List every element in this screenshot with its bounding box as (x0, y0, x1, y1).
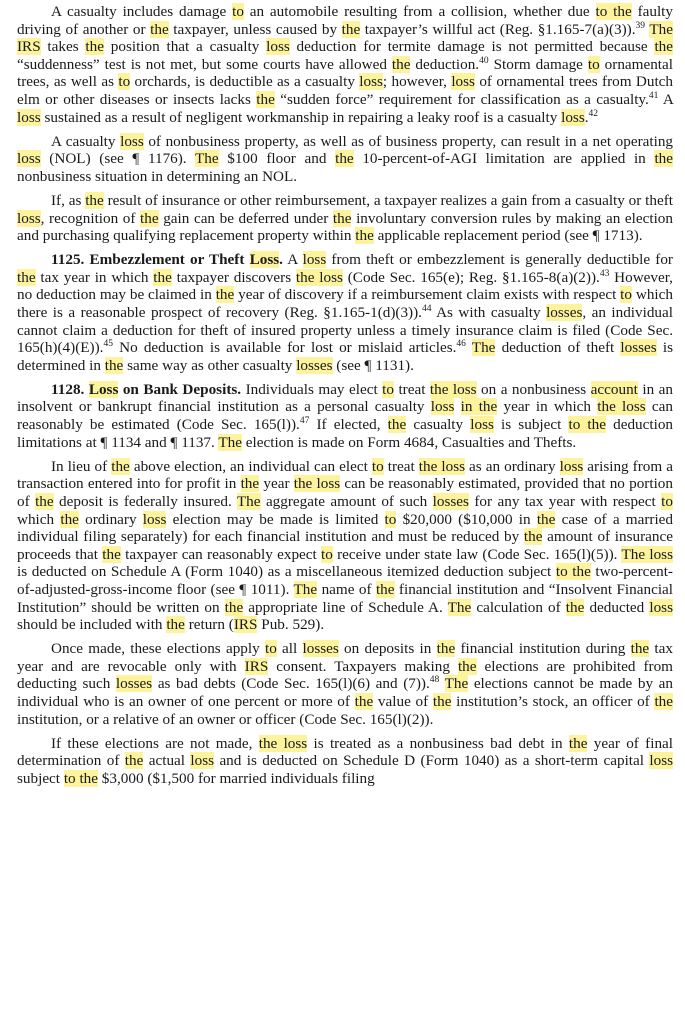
highlighted-text: to (382, 380, 394, 398)
text-run: as an ordinary (465, 457, 560, 475)
text-run: treat (383, 457, 419, 475)
text-run: takes (40, 38, 86, 56)
text-run: year of discovery if a reimbursement claim exists with respect (234, 286, 621, 304)
text-run: on a nonbusiness (476, 380, 591, 398)
text-run: deduction limitations at ¶ 1134 and ¶ 1137. (17, 416, 674, 451)
text-run: value of (373, 692, 433, 710)
footnote-ref: 45 (103, 339, 113, 350)
text-run: (NOL) (see ¶ 1176). (40, 150, 195, 168)
paragraph-involuntary-conversion (17, 192, 673, 245)
highlighted-text: loss (559, 457, 584, 475)
text-run: tax year in which (35, 268, 154, 286)
highlighted-text: the (654, 692, 673, 710)
text-run: (see ¶ 1131). (332, 356, 414, 374)
highlighted-text: the (523, 528, 543, 546)
highlighted-text: the (85, 191, 104, 209)
text-run: deduction. (410, 55, 480, 73)
highlighted-text: loss (649, 752, 674, 770)
text-run: name of (317, 580, 376, 598)
text-run: return ( (184, 616, 234, 634)
text-run: treat (393, 380, 430, 398)
highlighted-text: loss (302, 251, 327, 269)
text-run: elections cannot be made by an individual who is an owner of one percent or more of (17, 675, 673, 710)
text-run: result of insurance or other reimbursement, a taxpayer realizes a gain from a casualty or theft (103, 191, 673, 209)
highlighted-text: to (371, 457, 384, 475)
highlighted-text: to (661, 492, 673, 510)
text-run: (Code Sec. 165(e); Reg. §1.165-8(a)(2)). (342, 268, 600, 286)
highlighted-text: loss (17, 150, 41, 168)
highlighted-text: The IRS (17, 20, 673, 56)
text-run: from theft or embezzlement is generally deductible for (326, 251, 673, 269)
highlighted-text: Loss (249, 251, 280, 269)
text-run: casualty (406, 416, 471, 434)
highlighted-text: the (153, 268, 172, 286)
highlighted-text: the loss (295, 268, 343, 286)
highlighted-text: loss (17, 209, 41, 227)
text-run: on deposits in (338, 640, 437, 658)
text-run: deducted (584, 598, 650, 616)
highlighted-text: in the (460, 398, 498, 416)
highlighted-text: losses (296, 356, 333, 374)
text-run: , recognition of (40, 209, 141, 227)
text-run: can reasonably be estimated (Code Sec. 165(l)). (17, 398, 673, 434)
text-run: If, as (51, 191, 86, 209)
text-run: can be reasonably estimated, provided that no portion of (17, 475, 673, 510)
paragraph-election-scope (17, 640, 673, 728)
highlighted-text: to (620, 286, 632, 304)
footnote-ref: 47 (299, 416, 310, 426)
text-run: subject (17, 769, 64, 787)
text-run: “sudden force” requirement for classification as a casualty. (274, 90, 649, 108)
text-run: case of a married individual filing separately) for each financial institution and must be reduced by (17, 510, 674, 546)
highlighted-text: loss (561, 108, 585, 126)
text-run: financial institution and “Insolvent Financial Institution” should be written on (17, 580, 674, 616)
text-run: elections are prohibited from deducting such (17, 657, 673, 693)
section-heading-text: . (279, 251, 283, 269)
text-run: Individuals may elect (241, 380, 383, 398)
highlighted-text: the (355, 227, 374, 245)
highlighted-text: the (568, 734, 588, 752)
text-run: 10-percent-of-AGI limitation are applied in (353, 150, 655, 168)
highlighted-text: the (102, 545, 121, 563)
highlighted-text: the loss (429, 380, 477, 398)
highlighted-text: the (436, 640, 456, 658)
highlighted-text: the (391, 55, 411, 73)
highlighted-text: the (565, 598, 585, 616)
highlighted-text: the (654, 38, 673, 56)
highlighted-text: losses (432, 492, 469, 510)
highlighted-text: the (104, 356, 124, 374)
highlighted-text: loss (470, 416, 494, 434)
footnote-ref: 44 (421, 303, 432, 314)
highlighted-text: The (447, 598, 472, 616)
text-run: all (276, 640, 303, 658)
text-run: $100 floor and (218, 150, 336, 168)
highlighted-text: the (630, 640, 650, 658)
highlighted-text: the (457, 657, 477, 675)
highlighted-text: the (654, 150, 673, 168)
text-run: same way as other casualty (123, 356, 297, 374)
text-run: is determined in (17, 339, 674, 374)
highlighted-text: the (536, 510, 556, 528)
text-run: appropriate line of Schedule A. (243, 598, 448, 616)
text-run: of nonbusiness property, as well as of business property, can result in a net operating (143, 132, 674, 150)
text-run: which there is a reasonable prospect of recovery (Reg. §1.165-1(d)(3)). (17, 286, 673, 321)
text-run: , an individual cannot claim a deduction for theft of insured property unless a timely insurance claim is filed (Code Sec. 165(h)(4)(E)). (17, 304, 673, 357)
highlighted-text: the (35, 492, 54, 510)
text-run: of ornamental trees from Dutch elm or other diseases or insects lacks (17, 73, 674, 108)
text-run: deposit is federally insured. (53, 492, 237, 510)
highlighted-text: the (215, 286, 235, 304)
section-1128-bank-deposits (17, 381, 673, 451)
highlighted-text: The (471, 339, 496, 357)
text-run: ordinary (78, 510, 143, 528)
highlighted-text: IRS (233, 616, 258, 634)
text-run: . (584, 108, 589, 126)
highlighted-text: the loss (258, 734, 308, 752)
highlighted-text: loss (430, 398, 455, 416)
highlighted-text: the (124, 752, 144, 770)
text-run: year in which (497, 398, 598, 416)
footnote-ref: 46 (456, 339, 466, 350)
highlighted-text: the (17, 268, 36, 286)
section-heading-text: Embezzlement or Theft (89, 251, 250, 269)
footnote-ref: 43 (599, 268, 610, 279)
highlighted-text: to the (568, 416, 606, 434)
text-run: If elected, (309, 416, 388, 434)
text-run: However, no deduction may be claimed in (17, 268, 673, 304)
highlighted-text: to the (63, 769, 98, 787)
highlighted-text: The (444, 675, 469, 693)
text-run: financial institution during (455, 640, 631, 658)
text-run (454, 398, 460, 415)
highlighted-text: to (321, 545, 333, 563)
highlighted-text: losses (620, 339, 657, 357)
text-run: taxpayer can reasonably expect (120, 545, 322, 563)
paragraph-nol (17, 133, 673, 186)
text-run: actual (143, 752, 191, 770)
highlighted-text: the (140, 209, 159, 227)
highlighted-text: the (166, 616, 185, 634)
highlighted-text: the (111, 457, 130, 475)
text-run: is subject (493, 416, 569, 434)
text-run: sustained as a result of negligent workmanship in repairing a leaky roof is a casualty (40, 108, 562, 126)
text-run: should be included with (17, 616, 167, 634)
paragraph-ordinary-loss-election (17, 458, 673, 634)
highlighted-text: to (384, 510, 397, 528)
text-run: year of final determination of (17, 734, 673, 770)
text-run: and is deducted on Schedule D (Form 1040) as a short-term capital (214, 752, 650, 770)
text-run: tax year and are revocable only with (17, 640, 673, 675)
highlighted-text: loss (142, 510, 167, 528)
highlighted-text: The (236, 492, 261, 510)
highlighted-text: The (195, 150, 219, 168)
highlighted-text: loss (120, 132, 144, 150)
text-run (439, 675, 444, 692)
highlighted-text: losses (302, 640, 339, 658)
text-run: $20,000 ($10,000 in (396, 510, 537, 528)
text-run: taxpayer’s willful act (Reg. §1.165-7(a)(3)). (360, 20, 636, 38)
footnote-ref: 39 (635, 20, 646, 31)
text-run: position that a casualty (103, 38, 267, 56)
highlighted-text: IRS (244, 657, 269, 675)
text-run: calculation of (471, 598, 566, 616)
highlighted-text: to (587, 55, 600, 73)
section-heading-text: 1125. (51, 251, 90, 269)
highlighted-text: the (224, 598, 244, 616)
highlighted-text: the (432, 692, 452, 710)
text-run: institution, or a relative of an owner or officer (Code Sec. 165(l)(2)). (17, 710, 434, 728)
text-run: $3,000 ($1,500 for married individuals filing (98, 769, 375, 787)
text-run: “suddenness” test is not met, but some courts have allowed (17, 55, 392, 73)
highlighted-text: to (118, 73, 131, 91)
highlighted-text: the (332, 209, 352, 227)
highlighted-text: the (354, 692, 374, 710)
section-1125-embezzlement-theft (17, 251, 673, 374)
text-run: in an insolvent or bankrupt financial institution as a personal casualty (17, 380, 673, 416)
highlighted-text: the (85, 38, 104, 56)
text-run: which (17, 510, 61, 528)
text-run: as bad debts (Code Sec. 165(l)(6) and (7)). (152, 675, 430, 693)
highlighted-text: loss (649, 598, 673, 616)
text-run: Storm damage (488, 55, 588, 73)
text-run: for any tax year with respect (468, 492, 662, 510)
text-run: applicable replacement period (see ¶ 1713). (373, 227, 643, 245)
text-run: In lieu of (51, 457, 112, 475)
text-run: nonbusiness situation in determining an NOL. (17, 167, 298, 185)
text-run: ornamental trees, as well as (17, 55, 673, 91)
text-run: involuntary conversion rules by making an election and purchasing qualifying replacement property within (17, 209, 673, 245)
highlighted-text: the (341, 20, 361, 38)
text-run: arising from a transaction entered into for profit in (17, 457, 673, 493)
highlighted-text: to the (555, 563, 591, 581)
text-run: consent. Taxpayers making (268, 657, 458, 675)
highlighted-text: losses (115, 675, 153, 693)
text-run: orchards, is deductible as a casualty (130, 73, 360, 91)
text-run: amount of insurance proceeds that (17, 528, 673, 563)
highlighted-text: the loss (293, 475, 341, 493)
text-run: A casualty (51, 132, 121, 150)
paragraph-casualty-definition (17, 3, 673, 126)
highlighted-text: Loss (88, 380, 119, 398)
text-run: If these elections are not made, (51, 734, 259, 752)
highlighted-text: loss (451, 73, 475, 91)
text-run: is treated as a nonbusiness bad debt in (307, 734, 569, 752)
text-run: an automobile resulting from a collision, whether due (243, 3, 596, 20)
text-run (466, 339, 472, 356)
highlighted-text: The (293, 580, 318, 598)
highlighted-text: the (150, 20, 169, 38)
highlighted-text: to (264, 640, 277, 658)
text-run: two-percent-of-adjusted-gross-income floor (see ¶ 1011). (17, 563, 673, 598)
text-run: is deducted on Schedule A (Form 1040) as a miscellaneous itemized deduction subject (17, 563, 556, 581)
highlighted-text: the loss (418, 457, 466, 475)
text-run: taxpayer discovers (171, 268, 296, 286)
text-run: receive under state law (Code Sec. 165(l)(5)). (332, 545, 622, 563)
highlighted-text: loss (17, 108, 41, 126)
highlighted-text: the (335, 150, 354, 168)
text-run: faulty driving of another or (17, 3, 673, 38)
text-run: election may be made is limited (166, 510, 385, 528)
text-run: Pub. 529). (257, 616, 325, 634)
highlighted-text: losses (546, 304, 583, 321)
highlighted-text: loss (190, 752, 215, 770)
highlighted-text: the (60, 510, 79, 528)
text-run: above election, an individual can elect (129, 457, 372, 475)
highlighted-text: the (256, 90, 275, 108)
footnote-ref: 40 (479, 55, 489, 66)
highlighted-text: loss (359, 73, 383, 91)
text-run: A (658, 90, 674, 108)
highlighted-text: The loss (621, 545, 673, 563)
highlighted-text: loss (266, 38, 290, 56)
footnote-ref: 42 (588, 108, 599, 119)
footnote-ref: 48 (429, 675, 440, 686)
text-run: deduction for termite damage is not permitted because (289, 38, 655, 56)
text-run: As with casualty (431, 304, 547, 321)
text-run: A casualty includes damage (51, 3, 233, 20)
text-run: No deduction is available for lost or mislaid articles. (112, 339, 457, 357)
highlighted-text: The (218, 433, 242, 451)
text-run: Once made, these elections apply (51, 640, 265, 658)
text-run: ; however, (382, 73, 452, 91)
text-run: taxpayer, unless caused by (168, 20, 342, 38)
highlighted-text: the (387, 416, 407, 434)
text-run: deduction of theft (495, 339, 621, 357)
section-heading-text: 1128. (51, 380, 89, 398)
text-run: year (259, 475, 294, 493)
text-run: election is made on Form 4684, Casualties and Thefts. (241, 433, 577, 451)
highlighted-text: the (375, 580, 395, 598)
text-run: aggregate amount of such (260, 492, 433, 510)
paragraph-bad-debt-treatment (17, 735, 673, 788)
highlighted-text: to the (595, 3, 632, 20)
highlighted-text: account (590, 380, 638, 398)
text-run: gain can be deferred under (158, 209, 333, 227)
highlighted-text: the loss (597, 398, 646, 416)
highlighted-text: to (232, 3, 244, 20)
text-run: A (282, 251, 303, 269)
footnote-ref: 41 (648, 90, 659, 101)
text-run: institution’s stock, an officer of (451, 692, 655, 710)
highlighted-text: the (240, 475, 260, 493)
section-heading-text: on Bank Deposits. (118, 380, 242, 398)
